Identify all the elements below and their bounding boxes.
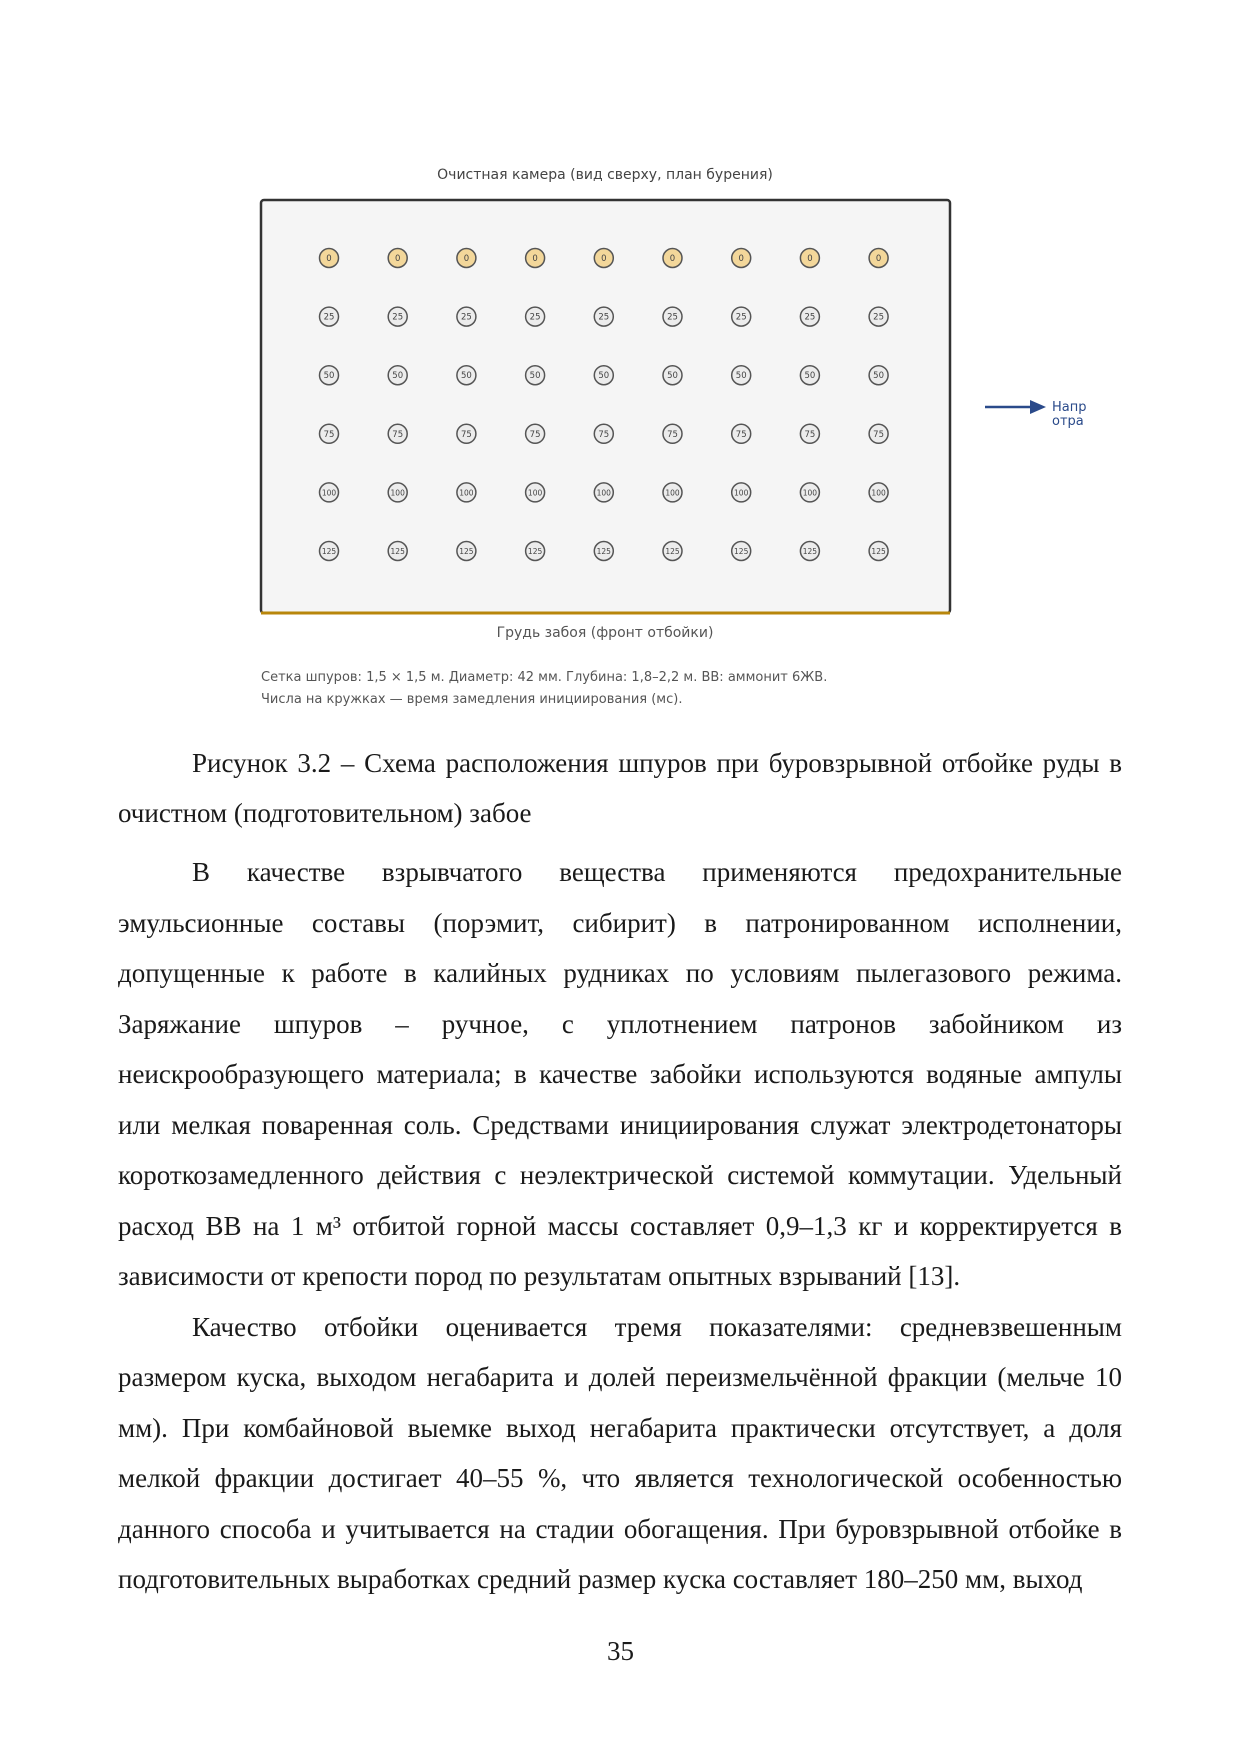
drill-hole-delay-label: 25 bbox=[873, 312, 885, 323]
drill-hole-delay-label: 50 bbox=[667, 371, 678, 382]
drill-hole-delay-label: 125 bbox=[871, 547, 886, 556]
drill-hole-delay-label: 75 bbox=[598, 429, 610, 440]
drilling-plan-figure bbox=[0, 0, 1241, 720]
drill-hole-delay-label: 50 bbox=[460, 371, 472, 382]
drill-hole-delay-label: 100 bbox=[802, 488, 818, 498]
drill-hole-delay-label: 0 bbox=[326, 254, 332, 264]
drill-hole-delay-label: 50 bbox=[529, 371, 541, 382]
figure-note-line1: Сетка шпуров: 1,5 × 1,5 м. Диаметр: 42 мм. Глубина: 1,8–2,2 м. ВВ: аммонит 6ЖВ. bbox=[261, 670, 828, 685]
figure-caption bbox=[118, 738, 1122, 838]
direction-arrow bbox=[985, 400, 1046, 414]
drill-hole-delay-label: 50 bbox=[392, 371, 404, 382]
drill-hole-delay-label: 100 bbox=[459, 488, 474, 498]
drill-hole-delay-label: 25 bbox=[529, 312, 541, 323]
drill-hole-delay-label: 50 bbox=[873, 371, 885, 382]
drill-hole-delay-label: 125 bbox=[321, 547, 337, 556]
figure-title: Очистная камера (вид сверху, план бурения) bbox=[437, 167, 773, 183]
drill-hole-delay-label: 0 bbox=[463, 254, 470, 264]
body-text bbox=[118, 847, 1122, 1605]
drill-hole-delay-label: 100 bbox=[871, 488, 886, 498]
figure-note-line2: Числа на кружках — время замедления инициирования (мс). bbox=[261, 692, 683, 707]
drill-hole-delay-label: 0 bbox=[532, 254, 538, 264]
drill-hole-delay-label: 50 bbox=[735, 371, 747, 382]
drill-hole-delay-label: 75 bbox=[323, 429, 335, 440]
drill-hole-delay-label: 75 bbox=[460, 429, 472, 440]
direction-label-line1: Напр bbox=[1052, 400, 1087, 415]
page-number: 35 bbox=[607, 1636, 634, 1666]
drill-hole-delay-label: 75 bbox=[804, 429, 816, 440]
drill-hole-delay-label: 75 bbox=[529, 429, 541, 440]
drill-hole-delay-label: 25 bbox=[460, 312, 472, 323]
paragraph-explosives: В качестве взрывчатого вещества применяются предохранительные эмульсионные составы (порэмит, сибирит) в патронированном исполнении, допущенные к работе в калийных рудниках по условиям пылегазового режима. Заряжание шпуров – ручное, с уплотнением патронов забойником из неискрообразующего материала; в качестве забойки используются водяные ампулы или мелкая поваренная соль. Средствами инициирования служат электродетонаторы короткозамедленного действия с неэлектрической системой коммутации. Удельный расход ВВ на 1 м³ отбитой горной массы составляет 0,9–1,3 кг и корректируется в зависимости от крепости пород по результатам опытных взрываний [13]. bbox=[118, 857, 1122, 1291]
drill-hole-delay-label: 25 bbox=[392, 312, 404, 323]
drill-hole-delay-label: 100 bbox=[665, 488, 680, 498]
drill-hole-delay-label: 75 bbox=[667, 429, 678, 440]
drill-hole-delay-label: 125 bbox=[596, 547, 611, 556]
drill-hole-delay-label: 0 bbox=[875, 254, 882, 264]
drill-hole-delay-label: 125 bbox=[734, 547, 749, 556]
drill-hole-delay-label: 125 bbox=[802, 547, 818, 556]
drill-hole-delay-label: 25 bbox=[323, 312, 335, 323]
face-label: Грудь забоя (фронт отбойки) bbox=[496, 625, 714, 641]
drill-hole-delay-label: 125 bbox=[459, 547, 474, 556]
drill-hole-delay-label: 125 bbox=[527, 547, 543, 556]
drill-hole-delay-label: 0 bbox=[807, 254, 813, 264]
direction-label-line2: отра bbox=[1052, 414, 1084, 429]
drill-hole-delay-label: 0 bbox=[669, 254, 676, 264]
drill-hole-delay-label: 50 bbox=[598, 371, 610, 382]
figure-caption-text: Рисунок 3.2 – Схема расположения шпуров при буровзрывной отбойке руды в очистном (подготовительном) забое bbox=[118, 748, 1122, 828]
drill-hole-delay-label: 0 bbox=[601, 254, 607, 264]
drill-hole-delay-label: 75 bbox=[873, 429, 885, 440]
drill-hole-delay-label: 75 bbox=[735, 429, 747, 440]
drill-hole-delay-label: 25 bbox=[598, 312, 610, 323]
drill-hole-delay-label: 125 bbox=[665, 547, 680, 556]
drill-hole-delay-label: 100 bbox=[596, 488, 611, 498]
drill-hole-delay-label: 25 bbox=[735, 312, 747, 323]
drill-hole-delay-label: 75 bbox=[392, 429, 404, 440]
drill-hole-delay-label: 100 bbox=[734, 488, 749, 498]
drill-hole-delay-label: 25 bbox=[667, 312, 678, 323]
paragraph-fragmentation-quality: Качество отбойки оценивается тремя показателями: средневзвешенным размером куска, выходом негабарита и долей переизмельчённой фракции (мельче 10 мм). При комбайновой выемке выход негабарита практически отсутствует, а доля мелкой фракции достигает 40–55 %, что является технологической особенностью данного способа и учитывается на стадии обогащения. При буровзрывной отбойке в подготовительных выработках средний размер куска составляет 180–250 мм, выход bbox=[118, 1311, 1122, 1594]
drill-hole-delay-label: 0 bbox=[394, 254, 401, 264]
drill-hole-delay-label: 50 bbox=[804, 371, 816, 382]
drill-hole-delay-label: 25 bbox=[804, 312, 816, 323]
drill-hole-delay-label: 100 bbox=[321, 488, 337, 498]
drill-hole-delay-label: 50 bbox=[323, 371, 335, 382]
drill-hole-delay-label: 0 bbox=[738, 254, 744, 264]
drill-hole-delay-label: 125 bbox=[390, 547, 405, 556]
drill-hole-delay-label: 100 bbox=[390, 488, 405, 498]
drill-hole-delay-label: 100 bbox=[527, 488, 543, 498]
